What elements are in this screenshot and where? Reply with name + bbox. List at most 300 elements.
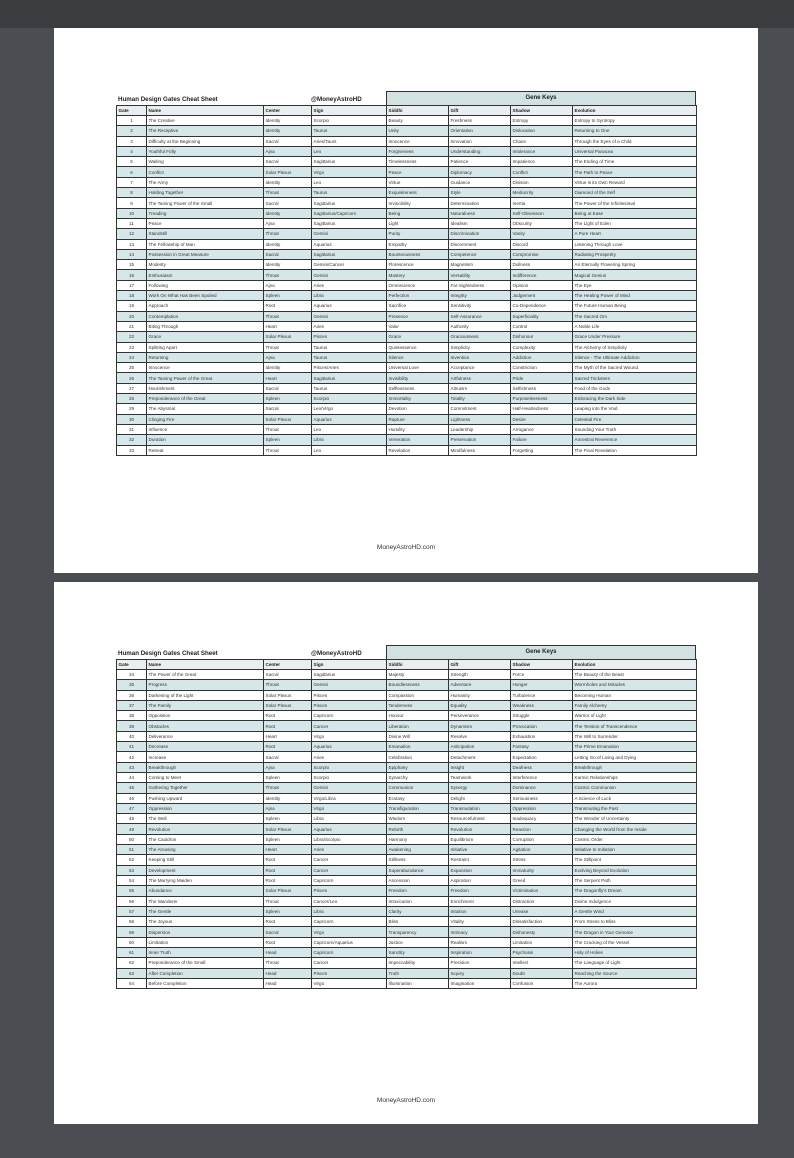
col-gate: 54 bbox=[117, 875, 147, 885]
col-evolution: Grace Under Pressure bbox=[573, 332, 697, 342]
col-shadow: Division bbox=[511, 177, 573, 187]
table-row bbox=[117, 136, 697, 146]
col-gift: Imagination bbox=[449, 978, 511, 988]
col-gate: 7 bbox=[117, 177, 147, 187]
col-gift: Leadership bbox=[449, 424, 511, 434]
col-gift: Inspiration bbox=[449, 948, 511, 958]
col-gift: Freedom bbox=[449, 886, 511, 896]
table-row bbox=[117, 968, 697, 978]
col-name: Retreat bbox=[147, 445, 264, 455]
table-row bbox=[117, 208, 697, 218]
col-name: Influence bbox=[147, 424, 264, 434]
col-sign: Capricorn bbox=[312, 948, 387, 958]
col-siddhi: Transfiguration bbox=[387, 803, 449, 813]
col-shadow: Oppression bbox=[511, 803, 573, 813]
col-center: Ajna bbox=[264, 218, 312, 228]
col-evolution: Family Alchemy bbox=[573, 700, 697, 710]
col-siddhi: Beauty bbox=[387, 116, 449, 126]
header-center: Center bbox=[264, 106, 312, 116]
col-gate: 31 bbox=[117, 424, 147, 434]
col-evolution: Evolving Beyond Evolution bbox=[573, 865, 697, 875]
col-gate: 58 bbox=[117, 917, 147, 927]
table-row bbox=[117, 855, 697, 865]
col-name: Breakthrough bbox=[147, 762, 264, 772]
table-row bbox=[117, 731, 697, 741]
col-gift: Vitality bbox=[449, 917, 511, 927]
col-shadow: Psychosis bbox=[511, 948, 573, 958]
col-evolution: The Myth of the Sacred Wound bbox=[573, 363, 697, 373]
col-evolution: Diamond of the Self bbox=[573, 188, 697, 198]
col-sign: Pisces bbox=[312, 968, 387, 978]
col-shadow: Struggle bbox=[511, 711, 573, 721]
col-sign: Aries bbox=[312, 280, 387, 290]
col-siddhi: Liberation bbox=[387, 721, 449, 731]
col-center: Identity bbox=[264, 239, 312, 249]
table-row bbox=[117, 198, 697, 208]
col-name: Preponderance of the Small bbox=[147, 958, 264, 968]
col-gate: 33 bbox=[117, 445, 147, 455]
col-shadow: Weakness bbox=[511, 700, 573, 710]
col-evolution: The Tension of Transcendence bbox=[573, 721, 697, 731]
col-shadow: Agitation bbox=[511, 845, 573, 855]
col-evolution: Entropy to Syntropy bbox=[573, 116, 697, 126]
col-gate: 55 bbox=[117, 886, 147, 896]
col-siddhi: Sacrifice bbox=[387, 301, 449, 311]
col-shadow: Compromise bbox=[511, 249, 573, 259]
col-shadow: Confusion bbox=[511, 978, 573, 988]
cheat-sheet bbox=[116, 645, 696, 989]
table-row bbox=[117, 670, 697, 680]
table-row bbox=[117, 177, 697, 187]
col-name: The Wanderer bbox=[147, 896, 264, 906]
sheet-handle: @MoneyAstroHD bbox=[311, 650, 362, 657]
col-sign: Aries bbox=[312, 752, 387, 762]
col-siddhi: Wisdom bbox=[387, 814, 449, 824]
col-gift: Insight bbox=[449, 762, 511, 772]
col-center: Solar Plexus bbox=[264, 167, 312, 177]
col-shadow: Obscurity bbox=[511, 218, 573, 228]
table-row bbox=[117, 783, 697, 793]
table-row bbox=[117, 146, 697, 156]
col-sign: Aquarius bbox=[312, 742, 387, 752]
col-gift: Intimacy bbox=[449, 927, 511, 937]
table-row bbox=[117, 342, 697, 352]
table-row bbox=[117, 424, 697, 434]
col-gift: Mindfulness bbox=[449, 445, 511, 455]
col-siddhi: Omniscience bbox=[387, 280, 449, 290]
col-shadow: Provocation bbox=[511, 721, 573, 731]
header-siddhi: Siddhi bbox=[387, 106, 449, 116]
col-sign: Leo bbox=[312, 177, 387, 187]
col-siddhi: Virtue bbox=[387, 177, 449, 187]
col-siddhi: Emanation bbox=[387, 742, 449, 752]
col-gate: 14 bbox=[117, 249, 147, 259]
col-gate: 61 bbox=[117, 948, 147, 958]
col-evolution: Changing the World from the Inside bbox=[573, 824, 697, 834]
col-center: Identity bbox=[264, 126, 312, 136]
col-shadow: Force bbox=[511, 670, 573, 680]
col-center: Root bbox=[264, 865, 312, 875]
col-name: The Well bbox=[147, 814, 264, 824]
col-sign: Virgo bbox=[312, 927, 387, 937]
col-siddhi: Mastery bbox=[387, 270, 449, 280]
table-body bbox=[117, 116, 697, 456]
col-sign: Capricorn/Aquarius bbox=[312, 937, 387, 947]
table-row bbox=[117, 435, 697, 445]
col-gift: Aspiration bbox=[449, 875, 511, 885]
col-evolution: Karmic Relationships bbox=[573, 772, 697, 782]
col-center: Head bbox=[264, 978, 312, 988]
table-row bbox=[117, 249, 697, 259]
header-center: Center bbox=[264, 660, 312, 670]
col-center: Heart bbox=[264, 845, 312, 855]
col-gate: 22 bbox=[117, 332, 147, 342]
col-siddhi: Transparency bbox=[387, 927, 449, 937]
col-sign: Taurus bbox=[312, 342, 387, 352]
col-siddhi: Veneration bbox=[387, 435, 449, 445]
col-siddhi: Impeccability bbox=[387, 958, 449, 968]
table-row bbox=[117, 311, 697, 321]
table-row bbox=[117, 445, 697, 455]
gene-keys-header: Gene Keys bbox=[386, 91, 696, 105]
table-row bbox=[117, 803, 697, 813]
col-gift: Initiative bbox=[449, 845, 511, 855]
col-center: Root bbox=[264, 917, 312, 927]
col-gift: Equilibrium bbox=[449, 834, 511, 844]
col-shadow: Seriousness bbox=[511, 793, 573, 803]
col-evolution: The Aurora bbox=[573, 978, 697, 988]
col-gift: Intuition bbox=[449, 906, 511, 916]
col-siddhi: Illumination bbox=[387, 978, 449, 988]
col-name: The Power of the Great bbox=[147, 670, 264, 680]
col-sign: Aries bbox=[312, 845, 387, 855]
col-shadow: Stress bbox=[511, 855, 573, 865]
col-sign: Cancer bbox=[312, 865, 387, 875]
col-siddhi: Freedom bbox=[387, 886, 449, 896]
col-gift: Totality bbox=[449, 394, 511, 404]
col-gate: 3 bbox=[117, 136, 147, 146]
col-name: Peace bbox=[147, 218, 264, 228]
col-center: Throat bbox=[264, 229, 312, 239]
col-gate: 28 bbox=[117, 394, 147, 404]
col-siddhi: Grace bbox=[387, 332, 449, 342]
header-sign: Sign bbox=[312, 660, 387, 670]
col-center: Head bbox=[264, 948, 312, 958]
col-siddhi: Exquisiteness bbox=[387, 188, 449, 198]
col-gift: Transmutation bbox=[449, 803, 511, 813]
col-center: Spleen bbox=[264, 906, 312, 916]
table-row bbox=[117, 927, 697, 937]
table-row bbox=[117, 690, 697, 700]
table-row bbox=[117, 239, 697, 249]
col-name: Possession in Great Measure bbox=[147, 249, 264, 259]
col-gift: Realism bbox=[449, 937, 511, 947]
col-name: Clinging Fire bbox=[147, 414, 264, 424]
col-shadow: Hunger bbox=[511, 680, 573, 690]
col-center: Identity bbox=[264, 793, 312, 803]
col-siddhi: Epiphany bbox=[387, 762, 449, 772]
col-siddhi: Celebration bbox=[387, 752, 449, 762]
gates-table bbox=[116, 659, 697, 989]
col-sign: Taurus bbox=[312, 126, 387, 136]
header-name: Name bbox=[147, 106, 264, 116]
cheat-sheet bbox=[116, 91, 696, 456]
col-shadow: Exhaustion bbox=[511, 731, 573, 741]
col-shadow: Intolerance bbox=[511, 146, 573, 156]
col-shadow: Mediocrity bbox=[511, 188, 573, 198]
col-evolution: Divine Indulgence bbox=[573, 896, 697, 906]
col-name: Deliverance bbox=[147, 731, 264, 741]
col-sign: Leo bbox=[312, 445, 387, 455]
col-sign: Leo/Virgo bbox=[312, 404, 387, 414]
col-center: Ajna bbox=[264, 352, 312, 362]
col-gate: 8 bbox=[117, 188, 147, 198]
col-sign: Sagittarius/Capricorn bbox=[312, 208, 387, 218]
col-center: Ajna bbox=[264, 146, 312, 156]
col-sign: Cancer/Leo bbox=[312, 896, 387, 906]
col-name: Contemplation bbox=[147, 311, 264, 321]
table-row bbox=[117, 291, 697, 301]
col-gate: 63 bbox=[117, 968, 147, 978]
col-gift: Artfulness bbox=[449, 373, 511, 383]
col-siddhi: Boundlessness bbox=[387, 680, 449, 690]
col-shadow: Conflict bbox=[511, 167, 573, 177]
col-name: Dispersion bbox=[147, 927, 264, 937]
col-sign: Aquarius bbox=[312, 301, 387, 311]
col-siddhi: Ecstasy bbox=[387, 793, 449, 803]
col-shadow: Opinion bbox=[511, 280, 573, 290]
col-gift: Idealism bbox=[449, 218, 511, 228]
col-gift: Resourcefulness bbox=[449, 814, 511, 824]
col-gift: Expansion bbox=[449, 865, 511, 875]
col-evolution: Leaping into the Void bbox=[573, 404, 697, 414]
col-name: Enthusiasm bbox=[147, 270, 264, 280]
col-gate: 12 bbox=[117, 229, 147, 239]
col-center: Solar Plexus bbox=[264, 886, 312, 896]
table-row bbox=[117, 917, 697, 927]
col-name: Opposition bbox=[147, 711, 264, 721]
col-sign: Cancer bbox=[312, 721, 387, 731]
col-name: Splitting Apart bbox=[147, 342, 264, 352]
col-name: The Family bbox=[147, 700, 264, 710]
pdf-page-1 bbox=[54, 28, 758, 573]
table-row bbox=[117, 700, 697, 710]
col-sign: Libra/Scorpio bbox=[312, 834, 387, 844]
col-gate: 56 bbox=[117, 896, 147, 906]
col-siddhi: Invincibility bbox=[387, 198, 449, 208]
col-center: Throat bbox=[264, 445, 312, 455]
col-evolution: The Beauty of the Beast bbox=[573, 670, 697, 680]
col-gift: Versatility bbox=[449, 270, 511, 280]
col-name: Darkening of the Light bbox=[147, 690, 264, 700]
col-evolution: The Language of Light bbox=[573, 958, 697, 968]
col-gate: 62 bbox=[117, 958, 147, 968]
col-evolution: The Alchemy of Simplicity bbox=[573, 342, 697, 352]
col-shadow: Limitation bbox=[511, 937, 573, 947]
col-evolution: Cosmic Communion bbox=[573, 783, 697, 793]
col-sign: Sagittarius bbox=[312, 218, 387, 228]
col-name: Obstacles bbox=[147, 721, 264, 731]
col-gate: 43 bbox=[117, 762, 147, 772]
header-gift: Gift bbox=[449, 106, 511, 116]
col-shadow: Selfishness bbox=[511, 383, 573, 393]
col-sign: Cancer bbox=[312, 855, 387, 865]
table-row bbox=[117, 373, 697, 383]
table-row bbox=[117, 116, 697, 126]
header-gate: Gate bbox=[117, 660, 147, 670]
col-siddhi: Humility bbox=[387, 424, 449, 434]
col-center: Spleen bbox=[264, 772, 312, 782]
col-shadow: Dissatisfaction bbox=[511, 917, 573, 927]
col-name: Difficulty at the Beginning bbox=[147, 136, 264, 146]
table-row bbox=[117, 793, 697, 803]
col-gift: Equality bbox=[449, 700, 511, 710]
col-shadow: Indifference bbox=[511, 270, 573, 280]
col-shadow: Chaos bbox=[511, 136, 573, 146]
col-siddhi: Forgiveness bbox=[387, 146, 449, 156]
col-name: The Cauldron bbox=[147, 834, 264, 844]
col-shadow: Half-Heartedness bbox=[511, 404, 573, 414]
col-center: Root bbox=[264, 301, 312, 311]
table-row bbox=[117, 414, 697, 424]
col-evolution: The Dragon in Your Genome bbox=[573, 927, 697, 937]
col-evolution: The Prime Emanation bbox=[573, 742, 697, 752]
col-evolution: The Stillpoint bbox=[573, 855, 697, 865]
col-evolution: Celestial Fire bbox=[573, 414, 697, 424]
col-name: Youthful Folly bbox=[147, 146, 264, 156]
col-name: Progress bbox=[147, 680, 264, 690]
col-name: Inner Truth bbox=[147, 948, 264, 958]
col-name: Keeping Still bbox=[147, 855, 264, 865]
col-name: Revolution bbox=[147, 824, 264, 834]
col-siddhi: Selflessness bbox=[387, 383, 449, 393]
col-gate: 40 bbox=[117, 731, 147, 741]
col-sign: Sagittarius bbox=[312, 198, 387, 208]
col-siddhi: Synarchy bbox=[387, 772, 449, 782]
col-shadow: Distraction bbox=[511, 896, 573, 906]
col-gift: Authority bbox=[449, 321, 511, 331]
gates-table bbox=[116, 105, 697, 456]
col-name: The Creative bbox=[147, 116, 264, 126]
col-gate: 25 bbox=[117, 363, 147, 373]
col-gate: 47 bbox=[117, 803, 147, 813]
col-center: Spleen bbox=[264, 834, 312, 844]
col-shadow: Desire bbox=[511, 414, 573, 424]
col-shadow: Inadequacy bbox=[511, 814, 573, 824]
col-sign: Pisces bbox=[312, 886, 387, 896]
col-gift: Humanity bbox=[449, 690, 511, 700]
col-evolution: Letting Go of Living and Dying bbox=[573, 752, 697, 762]
viewer-toolbar bbox=[0, 0, 794, 28]
col-evolution: Holy of Holies bbox=[573, 948, 697, 958]
col-evolution: From Stress to Bliss bbox=[573, 917, 697, 927]
sheet-title: Human Design Gates Cheat Sheet bbox=[118, 650, 218, 657]
col-name: After Completion bbox=[147, 968, 264, 978]
col-evolution: The Will to Surrender bbox=[573, 731, 697, 741]
col-siddhi: Majesty bbox=[387, 670, 449, 680]
header-sign: Sign bbox=[312, 106, 387, 116]
table-row bbox=[117, 711, 697, 721]
col-shadow: Purposelessness bbox=[511, 394, 573, 404]
col-shadow: Unease bbox=[511, 906, 573, 916]
col-gate: 1 bbox=[117, 116, 147, 126]
col-gate: 2 bbox=[117, 126, 147, 136]
col-center: Spleen bbox=[264, 435, 312, 445]
col-gift: Patience bbox=[449, 157, 511, 167]
col-name: The Gentle bbox=[147, 906, 264, 916]
table-row bbox=[117, 280, 697, 290]
col-siddhi: Tenderness bbox=[387, 700, 449, 710]
col-name: Limitation bbox=[147, 937, 264, 947]
col-gift: Graciousness bbox=[449, 332, 511, 342]
col-siddhi: Universal Love bbox=[387, 363, 449, 373]
col-evolution: The Wonder of Uncertainty bbox=[573, 814, 697, 824]
col-gift: Innovation bbox=[449, 136, 511, 146]
col-name: The Arousing bbox=[147, 845, 264, 855]
col-siddhi: Silence bbox=[387, 352, 449, 362]
col-center: Identity bbox=[264, 177, 312, 187]
table-row bbox=[117, 937, 697, 947]
col-gift: Self-Assurance bbox=[449, 311, 511, 321]
col-sign: Virgo bbox=[312, 978, 387, 988]
col-sign: Scorpio bbox=[312, 394, 387, 404]
col-evolution: Sacred Tricksters bbox=[573, 373, 697, 383]
col-center: Throat bbox=[264, 958, 312, 968]
col-center: Identity bbox=[264, 208, 312, 218]
col-gift: Style bbox=[449, 188, 511, 198]
col-siddhi: Revelation bbox=[387, 445, 449, 455]
col-sign: Sagittarius bbox=[312, 157, 387, 167]
col-siddhi: Devotion bbox=[387, 404, 449, 414]
col-gift: Inquiry bbox=[449, 968, 511, 978]
col-shadow: Victimisation bbox=[511, 886, 573, 896]
col-shadow: Doubt bbox=[511, 968, 573, 978]
col-shadow: Dullness bbox=[511, 260, 573, 270]
col-siddhi: Light bbox=[387, 218, 449, 228]
col-gate: 53 bbox=[117, 865, 147, 875]
table-row bbox=[117, 260, 697, 270]
col-evolution: A Pure Heart bbox=[573, 229, 697, 239]
col-evolution: Becoming Human bbox=[573, 690, 697, 700]
col-shadow: Complexity bbox=[511, 342, 573, 352]
col-name: Waiting bbox=[147, 157, 264, 167]
col-gate: 38 bbox=[117, 711, 147, 721]
col-gate: 46 bbox=[117, 793, 147, 803]
col-name: The Army bbox=[147, 177, 264, 187]
col-sign: Sagittarius bbox=[312, 373, 387, 383]
col-gate: 4 bbox=[117, 146, 147, 156]
col-evolution: The Serpent Path bbox=[573, 875, 697, 885]
col-evolution: Breakthrough bbox=[573, 762, 697, 772]
header-siddhi: Siddhi bbox=[387, 660, 449, 670]
col-evolution: Magical Genius bbox=[573, 270, 697, 280]
col-shadow: Reaction bbox=[511, 824, 573, 834]
col-evolution: The Ending of Time bbox=[573, 157, 697, 167]
col-sign: Aquarius bbox=[312, 824, 387, 834]
col-shadow: Greed bbox=[511, 875, 573, 885]
col-shadow: Fantasy bbox=[511, 742, 573, 752]
col-center: Throat bbox=[264, 188, 312, 198]
col-siddhi: Divine Will bbox=[387, 731, 449, 741]
col-siddhi: Valor bbox=[387, 321, 449, 331]
col-gift: Discernment bbox=[449, 239, 511, 249]
col-siddhi: Empathy bbox=[387, 239, 449, 249]
col-gift: Sensitivity bbox=[449, 301, 511, 311]
col-name: The Fellowship of Man bbox=[147, 239, 264, 249]
col-gate: 49 bbox=[117, 824, 147, 834]
col-gift: Guidance bbox=[449, 177, 511, 187]
col-center: Throat bbox=[264, 342, 312, 352]
